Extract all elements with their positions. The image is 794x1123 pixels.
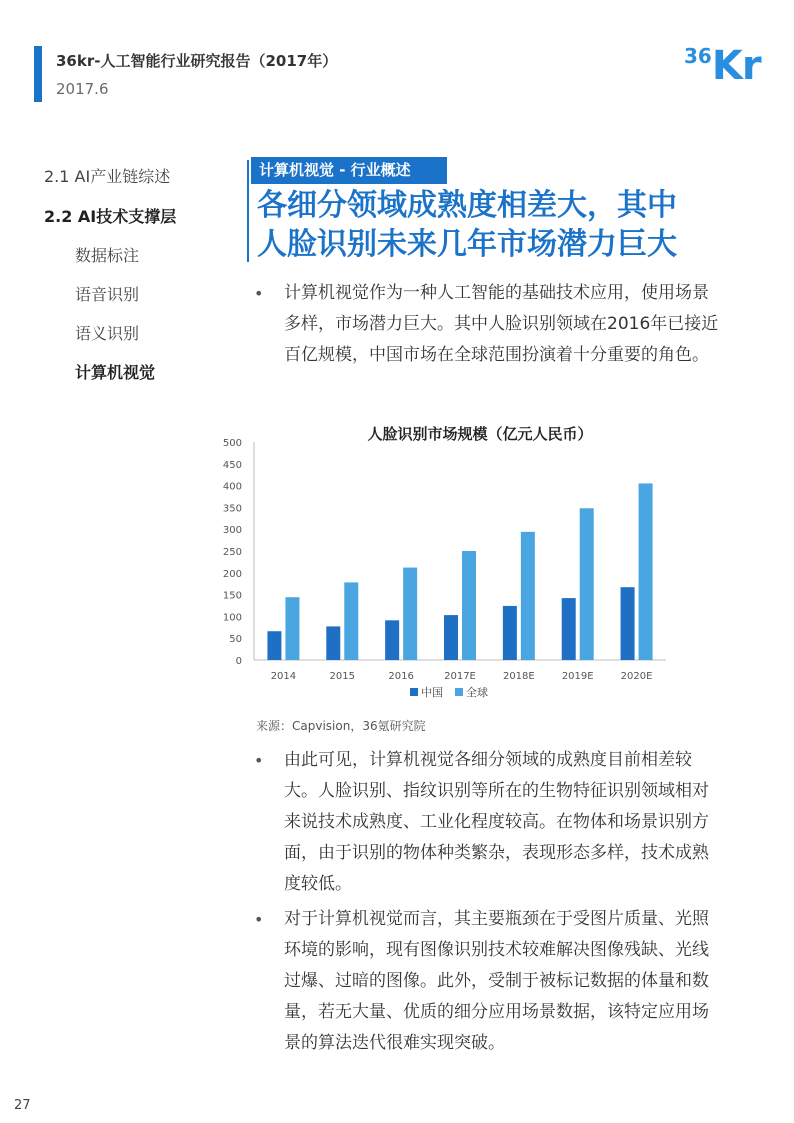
y-tick-label: 100 (222, 612, 242, 624)
x-tick-label: 2018E (502, 671, 535, 682)
bullet-item (252, 745, 722, 900)
x-tick-label: 2017E (444, 671, 476, 682)
x-tick-label: 2020E (620, 671, 653, 682)
bullet-text: 由此可见，计算机视觉各细分领域的成熟度目前相差较大。人脸识别、指纹识别等所在的生物特征识别领域相对来说技术成熟度、工业化程度较高。在物体和场景识别方面，由于识别的物体种类繁杂，表现形态多样，技术成熟度较低。 (284, 750, 709, 894)
y-tick-label: 500 (222, 438, 242, 449)
chart-title: 人脸识别市场规模（亿元人民币） (367, 425, 593, 443)
y-tick-label: 200 (222, 568, 242, 580)
y-axis (223, 438, 254, 667)
sidebar-item-data-annotation[interactable]: 数据标注 (75, 246, 140, 265)
bullet-item (252, 278, 722, 371)
report-date: 2017.6 (56, 80, 109, 98)
bullet-dot: • (254, 751, 264, 770)
headline-line-2: 人脸识别未来几年市场潜力巨大 (257, 227, 677, 262)
bar-china (326, 626, 340, 660)
report-title: 36kr-人工智能行业研究报告（2017年） (56, 52, 338, 70)
sidebar-item-ai-industry-chain[interactable]: 2.1 AI产业链综述 (44, 167, 171, 186)
sidebar-item-speech-recognition[interactable]: 语音识别 (75, 285, 140, 304)
header-accent-bar (34, 46, 42, 102)
y-tick-label: 450 (222, 459, 242, 471)
legend-swatch (455, 688, 463, 696)
bullet-text: 计算机视觉作为一种人工智能的基础技术应用，使用场景多样，市场潜力巨大。其中人脸识别领域在2016年已接近百亿规模，中国市场在全球范围扮演着十分重要的角色。 (284, 283, 719, 365)
logo-letters: Kr (711, 43, 761, 89)
sidebar-item-computer-vision[interactable]: 计算机视觉 (75, 363, 156, 382)
bar-global (462, 551, 476, 660)
y-tick-label: 400 (222, 481, 242, 493)
bullet-dot: • (254, 284, 264, 303)
face-recognition-market-chart (220, 420, 700, 710)
x-tick-label: 2015 (329, 671, 356, 682)
bar-china (385, 620, 399, 660)
sidebar-item-semantic-recognition[interactable]: 语义识别 (75, 324, 140, 343)
section-headline (257, 186, 757, 264)
bar-china (444, 615, 458, 660)
legend-label: 中国 (421, 686, 443, 699)
legend-swatch (410, 688, 418, 696)
bar-china (621, 587, 635, 660)
x-tick-label: 2016 (388, 671, 414, 682)
bar-series (267, 483, 652, 660)
x-axis (254, 660, 666, 682)
brand-logo (684, 43, 761, 89)
headline-line-1: 各细分领域成熟度相差大，其中 (257, 188, 677, 223)
y-tick-label: 0 (235, 656, 242, 667)
chart-legend (410, 685, 488, 699)
x-tick-label: 2014 (270, 671, 297, 682)
bar-global (403, 568, 417, 660)
x-tick-label: 2019E (561, 671, 594, 682)
logo-number: 36 (684, 44, 712, 68)
y-tick-label: 50 (229, 634, 242, 646)
bar-global (285, 597, 299, 660)
source-note: 来源：Capvision，36氪研究院 (256, 719, 426, 733)
legend-label: 全球 (466, 686, 488, 699)
bullet-list-bottom (252, 745, 722, 1063)
section-divider (247, 160, 249, 262)
bullet-item (252, 904, 722, 1059)
section-tag: 计算机视觉 - 行业概述 (251, 157, 447, 184)
sidebar-item-ai-tech-support[interactable]: 2.2 AI技术支撑层 (44, 207, 177, 226)
bar-global (521, 532, 535, 660)
bullet-dot: • (254, 910, 264, 929)
y-tick-label: 300 (222, 525, 242, 537)
bar-global (344, 582, 358, 660)
y-tick-label: 150 (222, 590, 242, 602)
bar-global (639, 483, 653, 660)
bar-chart-svg (220, 420, 700, 710)
bullet-text: 对于计算机视觉而言，其主要瓶颈在于受图片质量、光照环境的影响，现有图像识别技术较难解决图像残缺、光线过爆、过暗的图像。此外，受制于被标记数据的体量和数量，若无大量、优质的细分应用场景数据，该特定应用场景的算法迭代很难实现突破。 (284, 909, 709, 1053)
page-number: 27 (14, 1098, 31, 1113)
bar-china (562, 598, 576, 660)
bar-china (503, 606, 517, 660)
y-tick-label: 250 (222, 547, 242, 558)
bar-china (267, 631, 281, 660)
bar-global (580, 508, 594, 660)
bullet-list-top (252, 278, 722, 375)
y-tick-label: 350 (222, 503, 242, 515)
